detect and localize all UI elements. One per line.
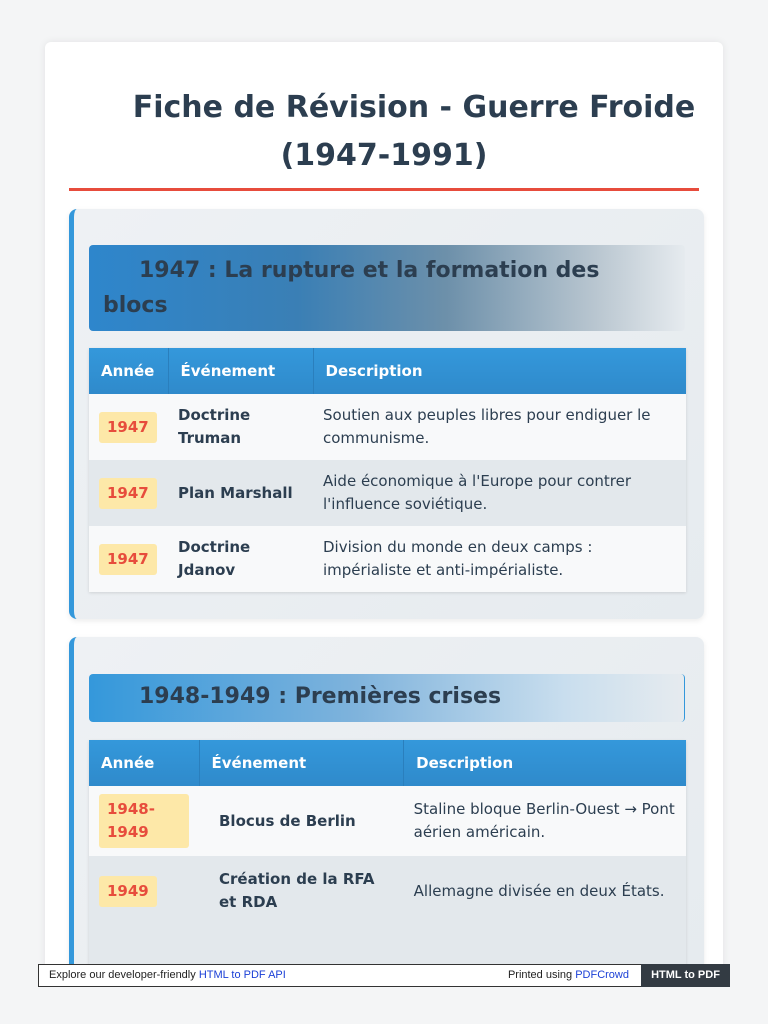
event-description: Staline bloque Berlin-Ouest → Pont aérien américain. <box>404 786 686 856</box>
section-1947 <box>69 209 704 619</box>
event-name: Blocus de Berlin <box>199 786 404 856</box>
table-row <box>89 526 686 592</box>
event-name: Doctrine Truman <box>168 394 313 460</box>
event-name: Création de la RFA et RDA <box>199 856 404 926</box>
year-badge: 1948-1949 <box>99 794 189 848</box>
pdfcrowd-link[interactable]: PDFCrowd <box>575 969 629 981</box>
html-to-pdf-button[interactable]: HTML to PDF <box>641 964 730 987</box>
event-name: Doctrine Jdanov <box>168 526 313 592</box>
year-badge: 1947 <box>99 544 157 575</box>
event-description: Allemagne divisée en deux États. <box>404 856 686 926</box>
table-row <box>89 394 686 460</box>
event-description: Aide économique à l'Europe pour contrer l'influence soviétique. <box>313 460 686 526</box>
column-header-event: Événement <box>199 740 404 786</box>
section-1948-1949 <box>69 637 704 972</box>
column-header-year: Année <box>89 348 168 394</box>
document-page <box>45 42 723 972</box>
year-badge: 1947 <box>99 478 157 509</box>
event-description: Soutien aux peuples libres pour endiguer le communisme. <box>313 394 686 460</box>
column-header-description: Description <box>313 348 686 394</box>
event-description: Division du monde en deux camps : impérialiste et anti-impérialiste. <box>313 526 686 592</box>
footer-printed-using: Printed using PDFCrowd <box>507 969 629 981</box>
year-badge: 1947 <box>99 412 157 443</box>
event-name: Plan Marshall <box>168 460 313 526</box>
table-header-row <box>89 740 686 786</box>
table-row <box>89 786 686 856</box>
events-table <box>89 348 686 592</box>
html-to-pdf-api-link[interactable]: HTML to PDF API <box>198 969 286 981</box>
page-title: Fiche de Révision - Guerre Froide (1947-1991) <box>132 90 696 173</box>
column-header-year: Année <box>89 740 199 786</box>
table-row <box>89 460 686 526</box>
year-badge: 1949 <box>99 876 157 907</box>
column-header-event: Événement <box>168 348 313 394</box>
footer-promo: Explore our developer-friendly HTML to PDF API <box>49 969 286 981</box>
column-header-description: Description <box>404 740 686 786</box>
events-table <box>89 740 686 972</box>
table-header-row <box>89 348 686 394</box>
section-heading: 1948-1949 : Premières crises <box>89 674 685 722</box>
table-row <box>89 856 686 926</box>
section-heading: 1947 : La rupture et la formation des blocs <box>89 245 685 331</box>
title-divider <box>69 188 699 191</box>
pdfcrowd-footer <box>38 964 730 987</box>
